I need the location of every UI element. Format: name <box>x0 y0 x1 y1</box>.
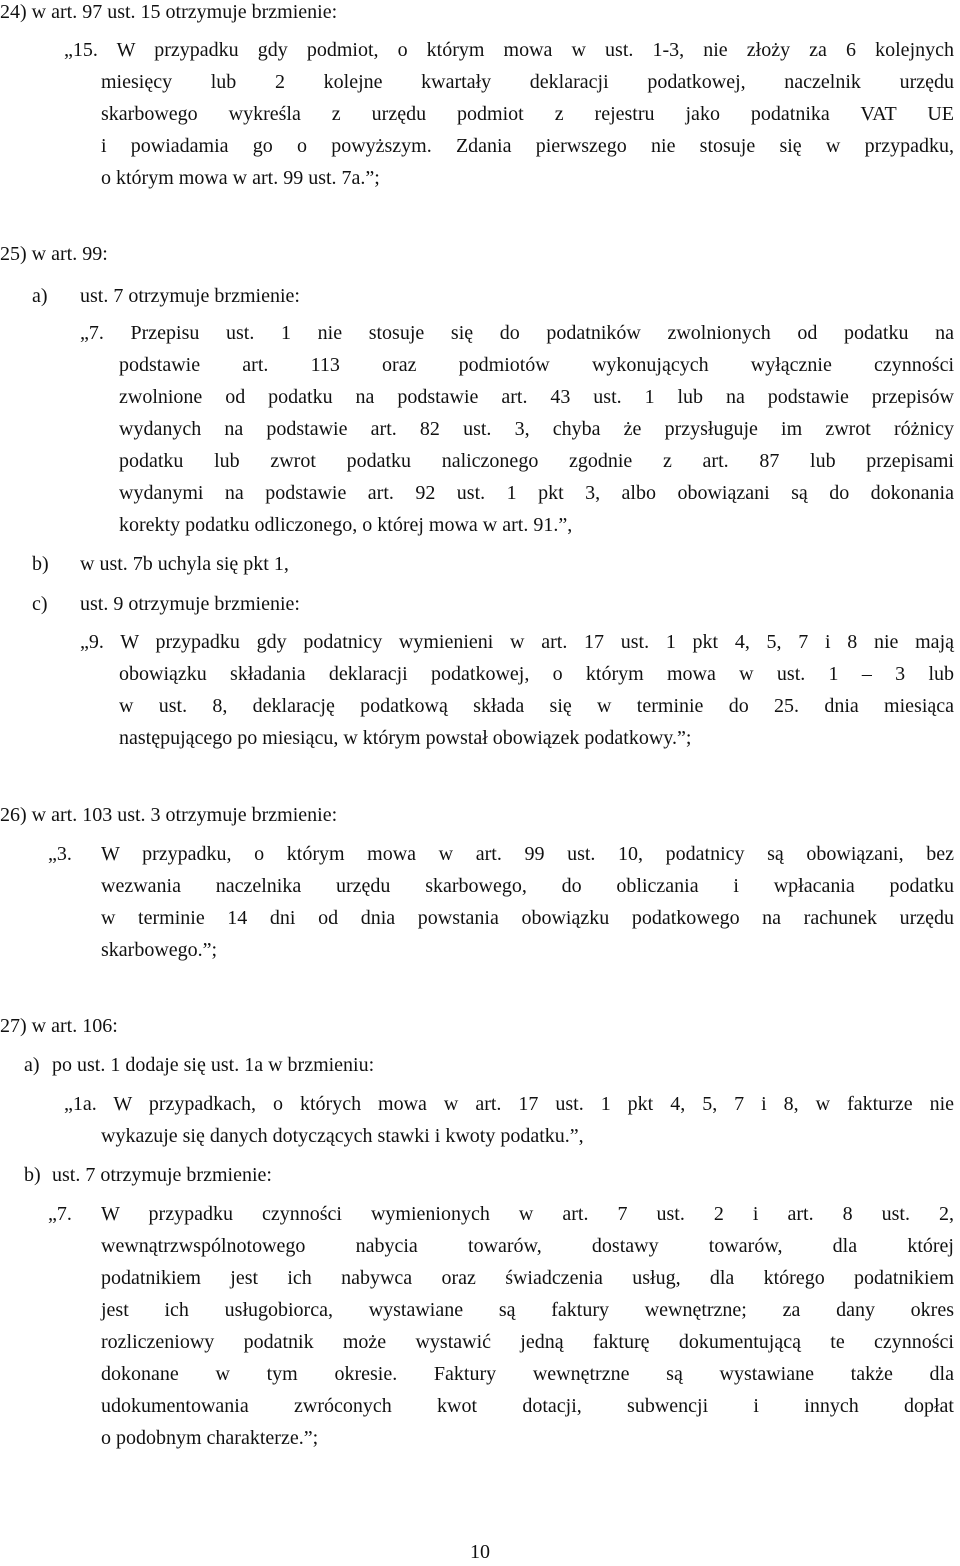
item-27-heading: 27) w art. 106: <box>0 1015 118 1037</box>
item-25-c-line: „9. W przypadku gdy podatnicy wymienieni w art. 17 ust. 1 pkt 4, 5, 7 i 8 nie mają <box>80 631 954 653</box>
item-24-line: o którym mowa w art. 99 ust. 7a.”; <box>101 167 380 189</box>
item-25-a-line: zwolnione od podatku na podstawie art. 43 ust. 1 lub na podstawie przepisów <box>119 386 954 408</box>
item-26-line: w terminie 14 dni od dnia powstania obowiązku podatkowego na rachunek urzędu <box>101 907 954 929</box>
item-25-a-line: podatku lub zwrot podatku naliczonego zgodnie z art. 87 lub przepisami <box>119 450 954 472</box>
item-24-heading: 24) w art. 97 ust. 15 otrzymuje brzmienie: <box>0 1 338 23</box>
item-27-a-line: „1a. W przypadkach, o których mowa w art. 17 ust. 1 pkt 4, 5, 7 i 8, w fakturze nie <box>64 1093 954 1115</box>
item-24-line: skarbowego wykreśla z urzędu podmiot z rejestru jako podatnika VAT UE <box>101 103 954 125</box>
item-24-line: i powiadamia go o powyższym. Zdania pierwszego nie stosuje się w przypadku, <box>101 135 954 157</box>
item-27-b-line: jest ich usługobiorca, wystawiane są faktury wewnętrzne; za dany okres <box>101 1299 954 1321</box>
item-25-c-text: ust. 9 otrzymuje brzmienie: <box>80 593 300 615</box>
item-25-b-text: w ust. 7b uchyla się pkt 1, <box>80 553 289 575</box>
item-27-b-line: udokumentowania zwróconych kwot dotacji, subwencji i innych dopłat <box>101 1395 954 1417</box>
item-25-c-line: w ust. 8, deklarację podatkową składa się w terminie do 25. dnia miesiąca <box>119 695 954 717</box>
item-25-a-label: a) <box>32 285 48 307</box>
item-26-line: W przypadku, o którym mowa w art. 99 ust. 10, podatnicy są obowiązani, bez <box>101 843 954 865</box>
item-26-line: skarbowego.”; <box>101 939 218 961</box>
item-25-heading: 25) w art. 99: <box>0 243 108 265</box>
item-27-a-text: po ust. 1 dodaje się ust. 1a w brzmieniu: <box>52 1054 375 1076</box>
item-27-b-number: „7. <box>48 1203 72 1225</box>
item-25-a-line: podstawie art. 113 oraz podmiotów wykonujących wyłącznie czynności <box>119 354 954 376</box>
item-24-line: miesięcy lub 2 kolejne kwartały deklaracji podatkowej, naczelnik urzędu <box>101 71 954 93</box>
item-26-number: „3. <box>48 843 72 865</box>
item-27-b-line: rozliczeniowy podatnik może wystawić jedną fakturę dokumentującą te czynności <box>101 1331 954 1353</box>
item-25-a-line: korekty podatku odliczonego, o której mowa w art. 91.”, <box>119 514 573 536</box>
item-26-line: wezwania naczelnika urzędu skarbowego, do obliczania i wpłacania podatku <box>101 875 954 897</box>
item-27-b-text: ust. 7 otrzymuje brzmienie: <box>52 1164 272 1186</box>
item-25-b-label: b) <box>32 553 49 575</box>
item-25-a-line: wydanymi na podstawie art. 92 ust. 1 pkt 3, albo obowiązani są do dokonania <box>119 482 954 504</box>
item-27-b-line: o podobnym charakterze.”; <box>101 1427 319 1449</box>
item-25-a-line: wydanych na podstawie art. 82 ust. 3, chyba że przysługuje im zwrot różnicy <box>119 418 954 440</box>
item-27-b-label: b) <box>24 1164 41 1186</box>
item-26-heading: 26) w art. 103 ust. 3 otrzymuje brzmienie: <box>0 804 338 826</box>
item-27-b-line: wewnątrzwspólnotowego nabycia towarów, dostawy towarów, dla której <box>101 1235 954 1257</box>
item-27-a-line: wykazuje się danych dotyczących stawki i kwoty podatku.”, <box>101 1125 584 1147</box>
item-25-c-line: obowiązku składania deklaracji podatkowej, o którym mowa w ust. 1 – 3 lub <box>119 663 954 685</box>
item-27-b-line: dokonane w tym okresie. Faktury wewnętrzne są wystawiane także dla <box>101 1363 954 1385</box>
item-25-a-line: „7. Przepisu ust. 1 nie stosuje się do podatników zwolnionych od podatku na <box>80 322 954 344</box>
item-25-a-text: ust. 7 otrzymuje brzmienie: <box>80 285 300 307</box>
item-27-b-line: podatnikiem jest ich nabywca oraz świadczenia usług, dla którego podatnikiem <box>101 1267 954 1289</box>
item-27-b-line: W przypadku czynności wymienionych w art. 7 ust. 2 i art. 8 ust. 2, <box>101 1203 954 1225</box>
item-24-line: „15. W przypadku gdy podmiot, o którym mowa w ust. 1-3, nie złoży za 6 kolejnych <box>64 39 954 61</box>
item-25-c-line: następującego po miesiącu, w którym powstał obowiązek podatkowy.”; <box>119 727 692 749</box>
page-number: 10 <box>470 1541 490 1563</box>
item-25-c-label: c) <box>32 593 48 615</box>
item-27-a-label: a) <box>24 1054 40 1076</box>
